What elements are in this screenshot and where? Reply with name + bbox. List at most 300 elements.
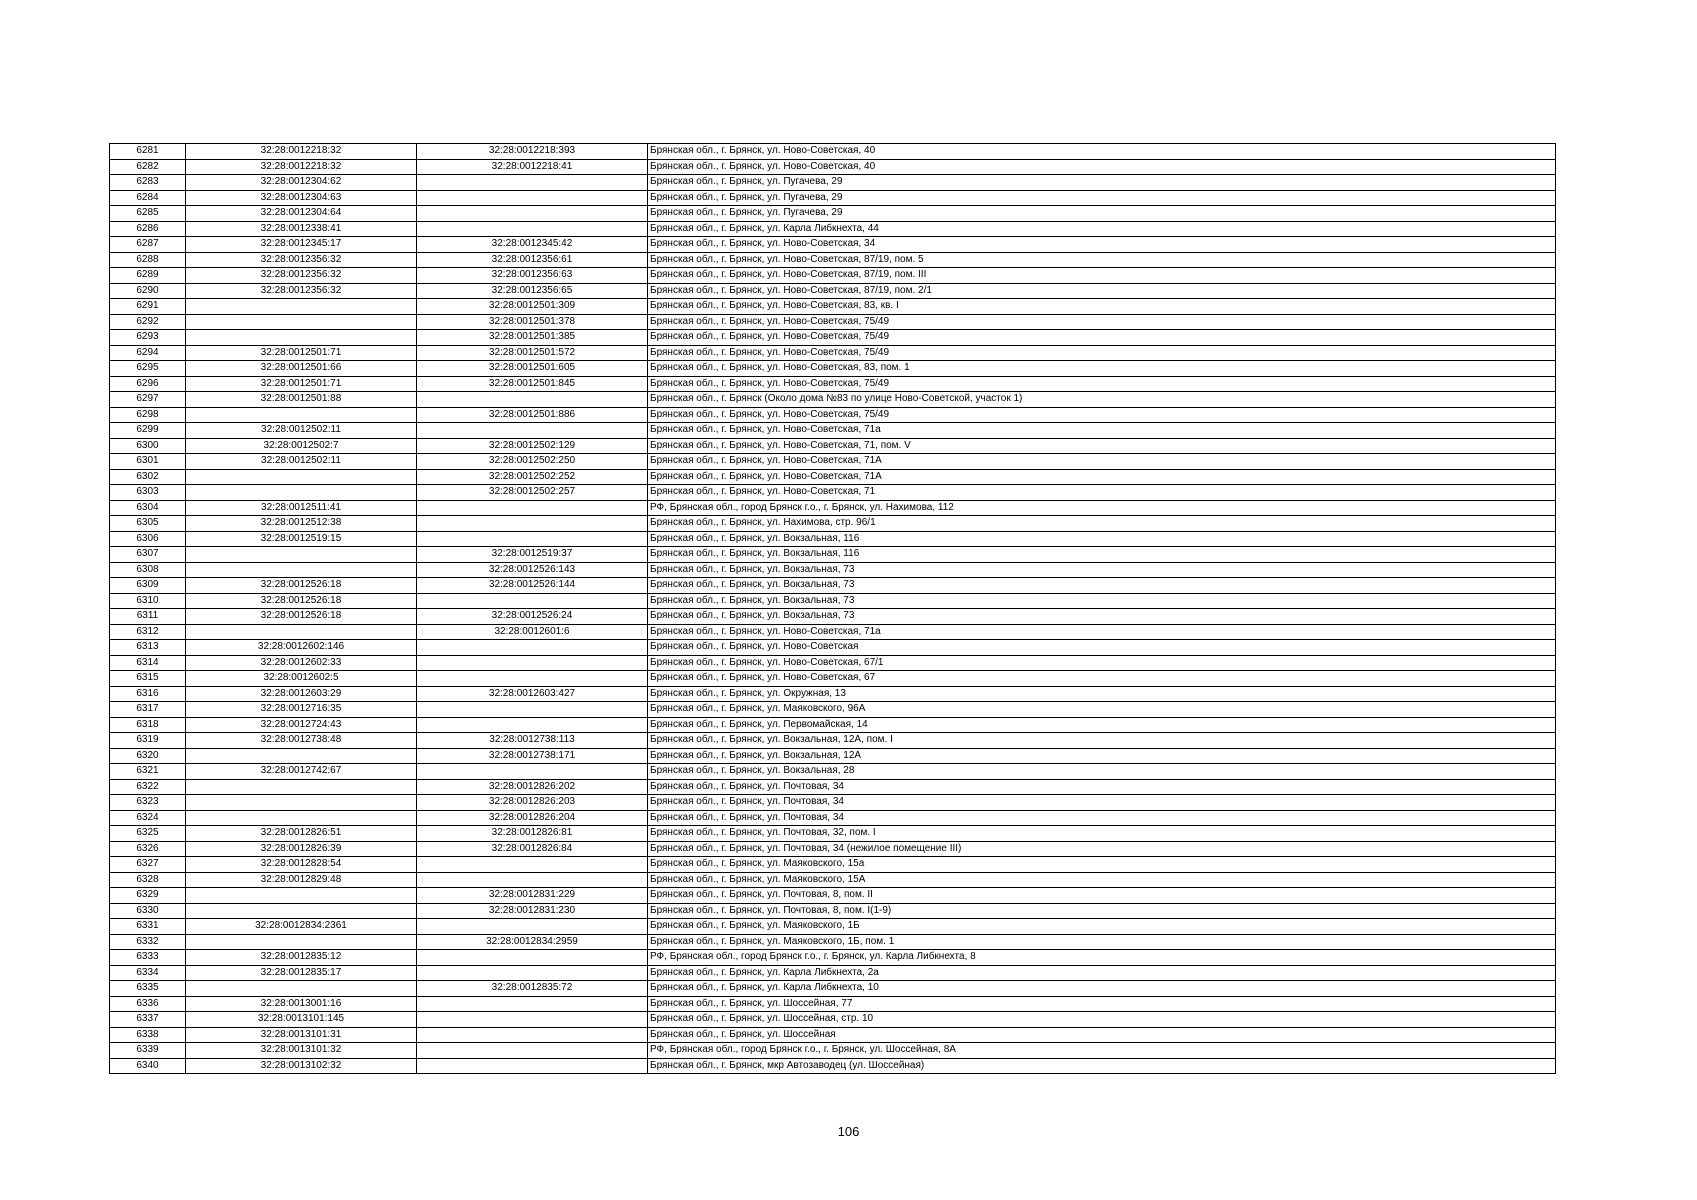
- row-number-cell: 6299: [110, 423, 186, 439]
- row-number-cell: 6317: [110, 702, 186, 718]
- row-number-cell: 6329: [110, 888, 186, 904]
- building-cadastral-number-cell: 32:28:0012501:605: [417, 361, 648, 377]
- address-cell: Брянская обл., г. Брянск, ул. Вокзальная, 116: [648, 547, 1556, 563]
- table-row: [110, 609, 1556, 625]
- building-cadastral-number-cell: [417, 221, 648, 237]
- row-number-cell: 6315: [110, 671, 186, 687]
- table-row: [110, 516, 1556, 532]
- row-number-cell: 6326: [110, 841, 186, 857]
- building-cadastral-number-cell: 32:28:0012218:41: [417, 159, 648, 175]
- parcel-cadastral-number-cell: 32:28:0012834:2361: [186, 919, 417, 935]
- parcel-cadastral-number-cell: 32:28:0012511:41: [186, 500, 417, 516]
- table-row: [110, 624, 1556, 640]
- row-number-cell: 6284: [110, 190, 186, 206]
- address-cell: Брянская обл., г. Брянск, ул. Ново-Советская, 75/49: [648, 407, 1556, 423]
- building-cadastral-number-cell: 32:28:0012501:309: [417, 299, 648, 315]
- address-cell: Брянская обл., г. Брянск, ул. Ново-Советская, 75/49: [648, 330, 1556, 346]
- table-row: [110, 733, 1556, 749]
- table-row: [110, 376, 1556, 392]
- table-row: [110, 299, 1556, 315]
- row-number-cell: 6323: [110, 795, 186, 811]
- table-row: [110, 934, 1556, 950]
- building-cadastral-number-cell: 32:28:0012502:250: [417, 454, 648, 470]
- address-cell: Брянская обл., г. Брянск, ул. Первомайская, 14: [648, 717, 1556, 733]
- row-number-cell: 6320: [110, 748, 186, 764]
- row-number-cell: 6292: [110, 314, 186, 330]
- row-number-cell: 6337: [110, 1012, 186, 1028]
- table-row: [110, 345, 1556, 361]
- building-cadastral-number-cell: [417, 206, 648, 222]
- address-cell: Брянская обл., г. Брянск, ул. Почтовая, 34 (нежилое помещение III): [648, 841, 1556, 857]
- building-cadastral-number-cell: 32:28:0012738:113: [417, 733, 648, 749]
- row-number-cell: 6332: [110, 934, 186, 950]
- address-cell: Брянская обл., г. Брянск, ул. Ново-Советская, 87/19, пом. 5: [648, 252, 1556, 268]
- building-cadastral-number-cell: 32:28:0012738:171: [417, 748, 648, 764]
- table-row: [110, 500, 1556, 516]
- parcel-cadastral-number-cell: 32:28:0013101:145: [186, 1012, 417, 1028]
- parcel-cadastral-number-cell: [186, 779, 417, 795]
- address-cell: Брянская обл., г. Брянск, ул. Вокзальная, 12А: [648, 748, 1556, 764]
- building-cadastral-number-cell: [417, 175, 648, 191]
- row-number-cell: 6325: [110, 826, 186, 842]
- table-row: [110, 748, 1556, 764]
- table-row: [110, 795, 1556, 811]
- building-cadastral-number-cell: [417, 423, 648, 439]
- row-number-cell: 6294: [110, 345, 186, 361]
- row-number-cell: 6289: [110, 268, 186, 284]
- table-row: [110, 593, 1556, 609]
- row-number-cell: 6304: [110, 500, 186, 516]
- parcel-cadastral-number-cell: 32:28:0012826:51: [186, 826, 417, 842]
- table-row: [110, 671, 1556, 687]
- building-cadastral-number-cell: [417, 717, 648, 733]
- row-number-cell: 6312: [110, 624, 186, 640]
- address-cell: Брянская обл., г. Брянск, ул. Нахимова, стр. 96/1: [648, 516, 1556, 532]
- table-row: [110, 903, 1556, 919]
- parcel-cadastral-number-cell: 32:28:0012519:15: [186, 531, 417, 547]
- address-cell: Брянская обл., г. Брянск, ул. Ново-Советская, 71А: [648, 454, 1556, 470]
- parcel-cadastral-number-cell: 32:28:0012502:11: [186, 423, 417, 439]
- parcel-cadastral-number-cell: 32:28:0012602:146: [186, 640, 417, 656]
- parcel-cadastral-number-cell: 32:28:0013101:32: [186, 1043, 417, 1059]
- parcel-cadastral-number-cell: [186, 903, 417, 919]
- table-row: [110, 872, 1556, 888]
- building-cadastral-number-cell: 32:28:0012502:252: [417, 469, 648, 485]
- address-cell: Брянская обл., г. Брянск, ул. Ново-Советская, 75/49: [648, 345, 1556, 361]
- parcel-cadastral-number-cell: 32:28:0012356:32: [186, 283, 417, 299]
- address-cell: Брянская обл., г. Брянск, ул. Почтовая, 32, пом. I: [648, 826, 1556, 842]
- row-number-cell: 6297: [110, 392, 186, 408]
- row-number-cell: 6293: [110, 330, 186, 346]
- table-row: [110, 392, 1556, 408]
- building-cadastral-number-cell: [417, 392, 648, 408]
- building-cadastral-number-cell: [417, 671, 648, 687]
- address-cell: Брянская обл., г. Брянск, ул. Почтовая, 8, пом. I(1-9): [648, 903, 1556, 919]
- row-number-cell: 6286: [110, 221, 186, 237]
- row-number-cell: 6340: [110, 1058, 186, 1074]
- row-number-cell: 6301: [110, 454, 186, 470]
- building-cadastral-number-cell: 32:28:0012502:257: [417, 485, 648, 501]
- parcel-cadastral-number-cell: [186, 469, 417, 485]
- row-number-cell: 6321: [110, 764, 186, 780]
- row-number-cell: 6291: [110, 299, 186, 315]
- parcel-cadastral-number-cell: 32:28:0012501:88: [186, 392, 417, 408]
- table-row: [110, 1012, 1556, 1028]
- address-cell: Брянская обл., г. Брянск, ул. Ново-Советская, 71а: [648, 423, 1556, 439]
- building-cadastral-number-cell: 32:28:0012526:143: [417, 562, 648, 578]
- address-cell: Брянская обл., г. Брянск, ул. Ново-Советская, 67: [648, 671, 1556, 687]
- row-number-cell: 6283: [110, 175, 186, 191]
- row-number-cell: 6334: [110, 965, 186, 981]
- page-number: 106: [837, 1124, 860, 1139]
- parcel-cadastral-number-cell: [186, 934, 417, 950]
- building-cadastral-number-cell: 32:28:0012831:229: [417, 888, 648, 904]
- parcel-cadastral-number-cell: 32:28:0013001:16: [186, 996, 417, 1012]
- parcel-cadastral-number-cell: 32:28:0012526:18: [186, 609, 417, 625]
- row-number-cell: 6335: [110, 981, 186, 997]
- building-cadastral-number-cell: [417, 919, 648, 935]
- parcel-cadastral-number-cell: [186, 981, 417, 997]
- table-row: [110, 407, 1556, 423]
- address-cell: Брянская обл., г. Брянск, ул. Ново-Советская, 75/49: [648, 376, 1556, 392]
- table-row: [110, 779, 1556, 795]
- building-cadastral-number-cell: [417, 593, 648, 609]
- building-cadastral-number-cell: [417, 950, 648, 966]
- table-row: [110, 686, 1556, 702]
- address-cell: Брянская обл., г. Брянск, ул. Вокзальная, 73: [648, 562, 1556, 578]
- parcel-cadastral-number-cell: [186, 299, 417, 315]
- address-cell: Брянская обл., г. Брянск, ул. Ново-Советская, 87/19, пом. III: [648, 268, 1556, 284]
- address-cell: Брянская обл., г. Брянск, ул. Ново-Советская, 71А: [648, 469, 1556, 485]
- building-cadastral-number-cell: 32:28:0012501:886: [417, 407, 648, 423]
- parcel-cadastral-number-cell: [186, 330, 417, 346]
- parcel-cadastral-number-cell: 32:28:0012501:66: [186, 361, 417, 377]
- address-cell: РФ, Брянская обл., город Брянск г.о., г. Брянск, ул. Шоссейная, 8А: [648, 1043, 1556, 1059]
- row-number-cell: 6306: [110, 531, 186, 547]
- row-number-cell: 6300: [110, 438, 186, 454]
- table-row: [110, 810, 1556, 826]
- building-cadastral-number-cell: 32:28:0012345:42: [417, 237, 648, 253]
- row-number-cell: 6288: [110, 252, 186, 268]
- address-cell: Брянская обл., г. Брянск, ул. Ново-Советская, 71, пом. V: [648, 438, 1556, 454]
- building-cadastral-number-cell: 32:28:0012501:385: [417, 330, 648, 346]
- parcel-cadastral-number-cell: 32:28:0012501:71: [186, 345, 417, 361]
- parcel-cadastral-number-cell: 32:28:0012826:39: [186, 841, 417, 857]
- row-number-cell: 6338: [110, 1027, 186, 1043]
- table-row: [110, 996, 1556, 1012]
- address-cell: Брянская обл., г. Брянск, ул. Ново-Советская, 87/19, пом. 2/1: [648, 283, 1556, 299]
- parcel-cadastral-number-cell: [186, 810, 417, 826]
- parcel-cadastral-number-cell: [186, 407, 417, 423]
- row-number-cell: 6322: [110, 779, 186, 795]
- table-row: [110, 950, 1556, 966]
- address-cell: Брянская обл., г. Брянск, ул. Ново-Советская, 83, кв. I: [648, 299, 1556, 315]
- row-number-cell: 6333: [110, 950, 186, 966]
- row-number-cell: 6336: [110, 996, 186, 1012]
- parcel-cadastral-number-cell: 32:28:0012835:17: [186, 965, 417, 981]
- parcel-cadastral-number-cell: 32:28:0012218:32: [186, 159, 417, 175]
- table-row: [110, 965, 1556, 981]
- parcel-cadastral-number-cell: 32:28:0012716:35: [186, 702, 417, 718]
- property-table: [109, 143, 1556, 1074]
- parcel-cadastral-number-cell: 32:28:0012502:11: [186, 454, 417, 470]
- table-row: [110, 1027, 1556, 1043]
- table-row: [110, 252, 1556, 268]
- address-cell: Брянская обл., г. Брянск, ул. Пугачева, 29: [648, 206, 1556, 222]
- building-cadastral-number-cell: 32:28:0012826:81: [417, 826, 648, 842]
- address-cell: Брянская обл., г. Брянск, ул. Окружная, 13: [648, 686, 1556, 702]
- parcel-cadastral-number-cell: 32:28:0012603:29: [186, 686, 417, 702]
- building-cadastral-number-cell: 32:28:0012218:393: [417, 144, 648, 160]
- table-row: [110, 640, 1556, 656]
- building-cadastral-number-cell: [417, 1027, 648, 1043]
- table-row: [110, 1043, 1556, 1059]
- address-cell: Брянская обл., г. Брянск, ул. Почтовая, 34: [648, 779, 1556, 795]
- parcel-cadastral-number-cell: 32:28:0012526:18: [186, 578, 417, 594]
- table-row: [110, 717, 1556, 733]
- address-cell: Брянская обл., г. Брянск, ул. Маяковского, 96А: [648, 702, 1556, 718]
- row-number-cell: 6328: [110, 872, 186, 888]
- parcel-cadastral-number-cell: [186, 314, 417, 330]
- building-cadastral-number-cell: 32:28:0012831:230: [417, 903, 648, 919]
- address-cell: Брянская обл., г. Брянск, ул. Ново-Советская, 75/49: [648, 314, 1556, 330]
- row-number-cell: 6316: [110, 686, 186, 702]
- row-number-cell: 6302: [110, 469, 186, 485]
- address-cell: Брянская обл., г. Брянск, ул. Ново-Советская, 34: [648, 237, 1556, 253]
- table-row: [110, 237, 1556, 253]
- parcel-cadastral-number-cell: [186, 748, 417, 764]
- table-row: [110, 283, 1556, 299]
- parcel-cadastral-number-cell: 32:28:0012345:17: [186, 237, 417, 253]
- row-number-cell: 6319: [110, 733, 186, 749]
- building-cadastral-number-cell: 32:28:0012526:24: [417, 609, 648, 625]
- address-cell: Брянская обл., г. Брянск, ул. Почтовая, 8, пом. II: [648, 888, 1556, 904]
- table-row: [110, 144, 1556, 160]
- row-number-cell: 6290: [110, 283, 186, 299]
- building-cadastral-number-cell: 32:28:0012502:129: [417, 438, 648, 454]
- table-row: [110, 531, 1556, 547]
- row-number-cell: 6303: [110, 485, 186, 501]
- table-row: [110, 469, 1556, 485]
- address-cell: Брянская обл., г. Брянск, ул. Ново-Советская, 40: [648, 159, 1556, 175]
- table-row: [110, 1058, 1556, 1074]
- building-cadastral-number-cell: [417, 655, 648, 671]
- row-number-cell: 6331: [110, 919, 186, 935]
- building-cadastral-number-cell: 32:28:0012601:6: [417, 624, 648, 640]
- address-cell: Брянская обл., г. Брянск, ул. Ново-Советская: [648, 640, 1556, 656]
- address-cell: Брянская обл., г. Брянск, ул. Ново-Советская, 71а: [648, 624, 1556, 640]
- building-cadastral-number-cell: [417, 190, 648, 206]
- address-cell: Брянская обл., г. Брянск, ул. Маяковского, 1Б, пом. 1: [648, 934, 1556, 950]
- address-cell: Брянская обл., г. Брянск, ул. Вокзальная, 73: [648, 593, 1556, 609]
- building-cadastral-number-cell: 32:28:0012826:202: [417, 779, 648, 795]
- table-row: [110, 547, 1556, 563]
- address-cell: Брянская обл., г. Брянск, ул. Вокзальная, 73: [648, 578, 1556, 594]
- parcel-cadastral-number-cell: 32:28:0012742:67: [186, 764, 417, 780]
- table-row: [110, 702, 1556, 718]
- building-cadastral-number-cell: [417, 1043, 648, 1059]
- row-number-cell: 6327: [110, 857, 186, 873]
- table-row: [110, 888, 1556, 904]
- building-cadastral-number-cell: 32:28:0012826:203: [417, 795, 648, 811]
- address-cell: Брянская обл., г. Брянск, мкр Автозаводец (ул. Шоссейная): [648, 1058, 1556, 1074]
- table-row: [110, 206, 1556, 222]
- table-row: [110, 438, 1556, 454]
- table-row: [110, 485, 1556, 501]
- building-cadastral-number-cell: [417, 764, 648, 780]
- table-row: [110, 221, 1556, 237]
- parcel-cadastral-number-cell: 32:28:0012356:32: [186, 268, 417, 284]
- building-cadastral-number-cell: [417, 1012, 648, 1028]
- building-cadastral-number-cell: [417, 965, 648, 981]
- table-row: [110, 330, 1556, 346]
- address-cell: Брянская обл., г. Брянск, ул. Вокзальная, 12А, пом. I: [648, 733, 1556, 749]
- address-cell: Брянская обл., г. Брянск, ул. Ново-Советская, 71: [648, 485, 1556, 501]
- address-cell: Брянская обл., г. Брянск, ул. Почтовая, 34: [648, 810, 1556, 826]
- parcel-cadastral-number-cell: 32:28:0012218:32: [186, 144, 417, 160]
- building-cadastral-number-cell: [417, 1058, 648, 1074]
- address-cell: Брянская обл., г. Брянск, ул. Почтовая, 34: [648, 795, 1556, 811]
- address-cell: Брянская обл., г. Брянск (Около дома №83 по улице Ново-Советской, участок 1): [648, 392, 1556, 408]
- address-cell: Брянская обл., г. Брянск, ул. Шоссейная, 77: [648, 996, 1556, 1012]
- table-row: [110, 857, 1556, 873]
- address-cell: Брянская обл., г. Брянск, ул. Карла Либкнехта, 2а: [648, 965, 1556, 981]
- parcel-cadastral-number-cell: 32:28:0012602:5: [186, 671, 417, 687]
- parcel-cadastral-number-cell: 32:28:0012526:18: [186, 593, 417, 609]
- table-row: [110, 314, 1556, 330]
- building-cadastral-number-cell: 32:28:0012603:427: [417, 686, 648, 702]
- building-cadastral-number-cell: [417, 857, 648, 873]
- parcel-cadastral-number-cell: 32:28:0012724:43: [186, 717, 417, 733]
- parcel-cadastral-number-cell: 32:28:0013101:31: [186, 1027, 417, 1043]
- parcel-cadastral-number-cell: [186, 547, 417, 563]
- row-number-cell: 6324: [110, 810, 186, 826]
- parcel-cadastral-number-cell: [186, 485, 417, 501]
- building-cadastral-number-cell: 32:28:0012501:845: [417, 376, 648, 392]
- address-cell: Брянская обл., г. Брянск, ул. Шоссейная, стр. 10: [648, 1012, 1556, 1028]
- parcel-cadastral-number-cell: [186, 562, 417, 578]
- row-number-cell: 6282: [110, 159, 186, 175]
- table-row: [110, 841, 1556, 857]
- row-number-cell: 6311: [110, 609, 186, 625]
- parcel-cadastral-number-cell: 32:28:0012304:64: [186, 206, 417, 222]
- address-cell: Брянская обл., г. Брянск, ул. Ново-Советская, 40: [648, 144, 1556, 160]
- parcel-cadastral-number-cell: 32:28:0012502:7: [186, 438, 417, 454]
- address-cell: Брянская обл., г. Брянск, ул. Ново-Советская, 83, пом. 1: [648, 361, 1556, 377]
- property-table-body: [110, 144, 1556, 1074]
- parcel-cadastral-number-cell: 32:28:0012304:63: [186, 190, 417, 206]
- address-cell: Брянская обл., г. Брянск, ул. Вокзальная, 116: [648, 531, 1556, 547]
- table-row: [110, 175, 1556, 191]
- building-cadastral-number-cell: [417, 500, 648, 516]
- building-cadastral-number-cell: 32:28:0012356:65: [417, 283, 648, 299]
- building-cadastral-number-cell: 32:28:0012356:61: [417, 252, 648, 268]
- address-cell: Брянская обл., г. Брянск, ул. Карла Либкнехта, 10: [648, 981, 1556, 997]
- row-number-cell: 6296: [110, 376, 186, 392]
- address-cell: Брянская обл., г. Брянск, ул. Пугачева, 29: [648, 190, 1556, 206]
- parcel-cadastral-number-cell: 32:28:0012304:62: [186, 175, 417, 191]
- parcel-cadastral-number-cell: [186, 888, 417, 904]
- table-row: [110, 562, 1556, 578]
- row-number-cell: 6314: [110, 655, 186, 671]
- parcel-cadastral-number-cell: 32:28:0012828:54: [186, 857, 417, 873]
- table-row: [110, 190, 1556, 206]
- address-cell: Брянская обл., г. Брянск, ул. Карла Либкнехта, 44: [648, 221, 1556, 237]
- row-number-cell: 6281: [110, 144, 186, 160]
- building-cadastral-number-cell: 32:28:0012501:572: [417, 345, 648, 361]
- parcel-cadastral-number-cell: 32:28:0012338:41: [186, 221, 417, 237]
- row-number-cell: 6295: [110, 361, 186, 377]
- address-cell: Брянская обл., г. Брянск, ул. Маяковского, 15А: [648, 872, 1556, 888]
- address-cell: Брянская обл., г. Брянск, ул. Шоссейная: [648, 1027, 1556, 1043]
- address-cell: Брянская обл., г. Брянск, ул. Маяковского, 1Б: [648, 919, 1556, 935]
- building-cadastral-number-cell: [417, 531, 648, 547]
- address-cell: Брянская обл., г. Брянск, ул. Маяковского, 15а: [648, 857, 1556, 873]
- building-cadastral-number-cell: [417, 872, 648, 888]
- building-cadastral-number-cell: 32:28:0012826:84: [417, 841, 648, 857]
- table-row: [110, 655, 1556, 671]
- row-number-cell: 6309: [110, 578, 186, 594]
- table-row: [110, 454, 1556, 470]
- building-cadastral-number-cell: [417, 516, 648, 532]
- table-row: [110, 764, 1556, 780]
- table-row: [110, 919, 1556, 935]
- table-row: [110, 423, 1556, 439]
- address-cell: Брянская обл., г. Брянск, ул. Ново-Советская, 67/1: [648, 655, 1556, 671]
- parcel-cadastral-number-cell: [186, 624, 417, 640]
- table-row: [110, 578, 1556, 594]
- row-number-cell: 6310: [110, 593, 186, 609]
- table-row: [110, 159, 1556, 175]
- address-cell: Брянская обл., г. Брянск, ул. Пугачева, 29: [648, 175, 1556, 191]
- row-number-cell: 6305: [110, 516, 186, 532]
- address-cell: РФ, Брянская обл., город Брянск г.о., г. Брянск, ул. Карла Либкнехта, 8: [648, 950, 1556, 966]
- building-cadastral-number-cell: 32:28:0012826:204: [417, 810, 648, 826]
- parcel-cadastral-number-cell: 32:28:0012512:38: [186, 516, 417, 532]
- table-row: [110, 981, 1556, 997]
- building-cadastral-number-cell: 32:28:0012356:63: [417, 268, 648, 284]
- building-cadastral-number-cell: [417, 702, 648, 718]
- row-number-cell: 6330: [110, 903, 186, 919]
- building-cadastral-number-cell: [417, 640, 648, 656]
- row-number-cell: 6318: [110, 717, 186, 733]
- parcel-cadastral-number-cell: 32:28:0012356:32: [186, 252, 417, 268]
- building-cadastral-number-cell: 32:28:0012519:37: [417, 547, 648, 563]
- table-row: [110, 268, 1556, 284]
- building-cadastral-number-cell: 32:28:0012834:2959: [417, 934, 648, 950]
- table-row: [110, 826, 1556, 842]
- parcel-cadastral-number-cell: 32:28:0012602:33: [186, 655, 417, 671]
- parcel-cadastral-number-cell: 32:28:0012829:48: [186, 872, 417, 888]
- row-number-cell: 6285: [110, 206, 186, 222]
- row-number-cell: 6313: [110, 640, 186, 656]
- row-number-cell: 6298: [110, 407, 186, 423]
- parcel-cadastral-number-cell: 32:28:0012738:48: [186, 733, 417, 749]
- table-row: [110, 361, 1556, 377]
- parcel-cadastral-number-cell: 32:28:0012835:12: [186, 950, 417, 966]
- row-number-cell: 6287: [110, 237, 186, 253]
- building-cadastral-number-cell: 32:28:0012526:144: [417, 578, 648, 594]
- building-cadastral-number-cell: 32:28:0012501:378: [417, 314, 648, 330]
- parcel-cadastral-number-cell: 32:28:0013102:32: [186, 1058, 417, 1074]
- building-cadastral-number-cell: 32:28:0012835:72: [417, 981, 648, 997]
- address-cell: Брянская обл., г. Брянск, ул. Вокзальная, 28: [648, 764, 1556, 780]
- row-number-cell: 6307: [110, 547, 186, 563]
- address-cell: РФ, Брянская обл., город Брянск г.о., г. Брянск, ул. Нахимова, 112: [648, 500, 1556, 516]
- parcel-cadastral-number-cell: 32:28:0012501:71: [186, 376, 417, 392]
- address-cell: Брянская обл., г. Брянск, ул. Вокзальная, 73: [648, 609, 1556, 625]
- parcel-cadastral-number-cell: [186, 795, 417, 811]
